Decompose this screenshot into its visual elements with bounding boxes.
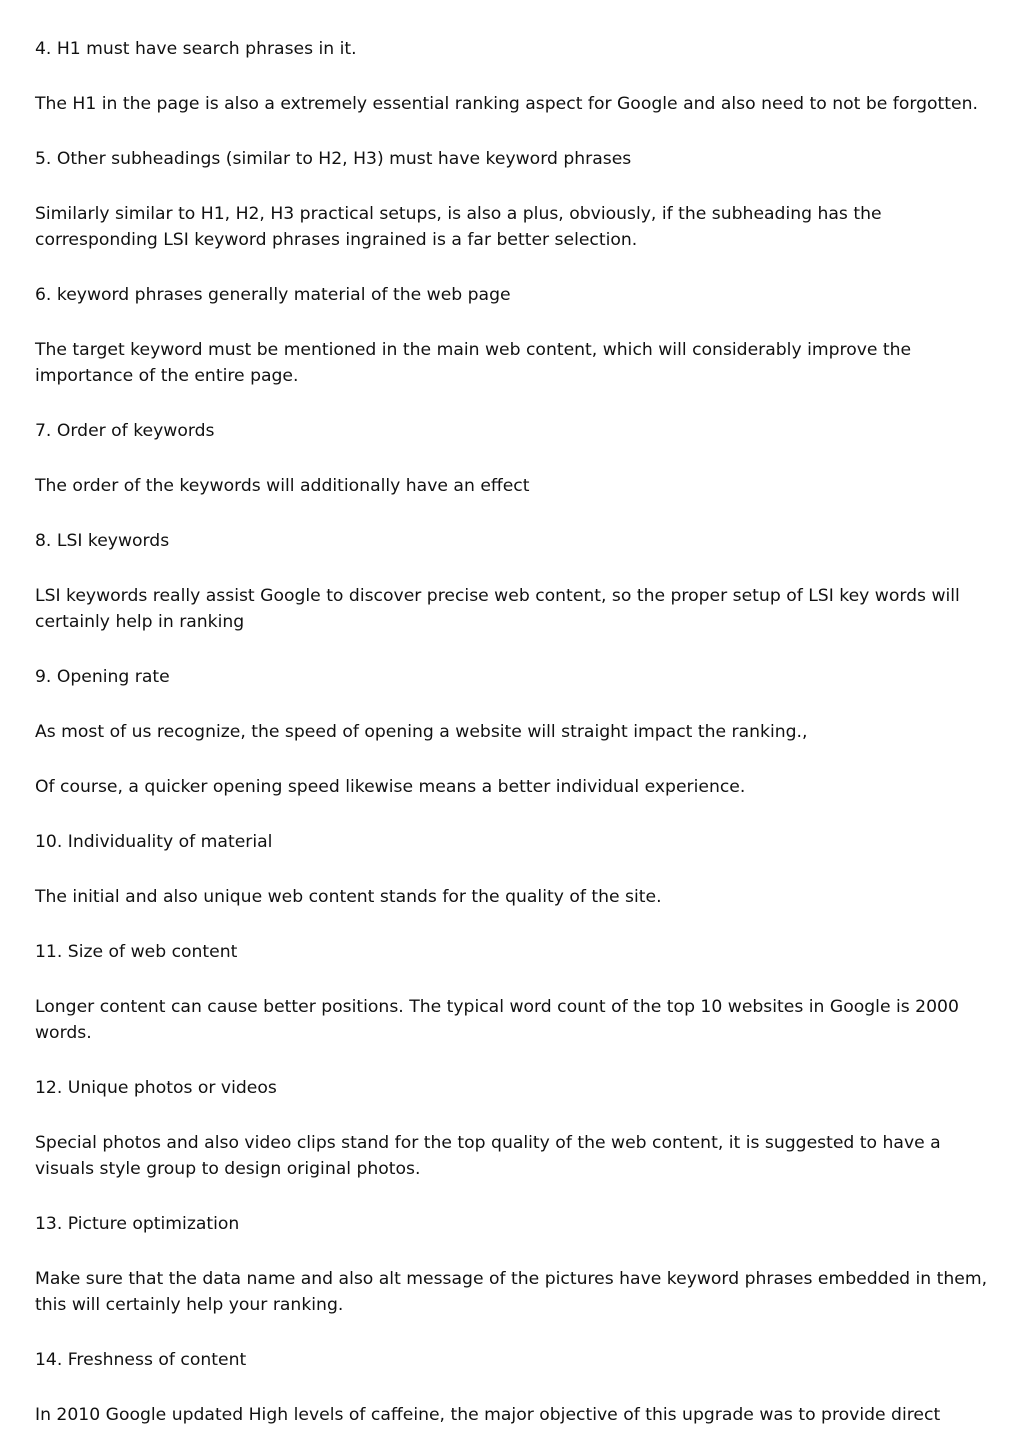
paragraph-heading: 4. H1 must have search phrases in it. (35, 39, 357, 59)
paragraph-heading: 10. Individuality of material (35, 832, 273, 852)
paragraph-heading: 13. Picture optimization (35, 1214, 240, 1234)
paragraph-heading: 5. Other subheadings (similar to H2, H3) must have keyword phrases (35, 149, 632, 169)
paragraph: Similarly similar to H1, H2, H3 practical setups, is also a plus, obviously, if the subheading has the corresponding LSI keyword phrases ingrained is a far better selection. (35, 204, 882, 250)
paragraph-heading: 6. keyword phrases generally material of the web page (35, 285, 511, 305)
paragraph-heading: 7. Order of keywords (35, 421, 215, 441)
paragraph: In 2010 Google updated High levels of caffeine, the major objective of this upgrade was to provide direct (35, 1405, 941, 1425)
paragraph: The order of the keywords will additionally have an effect (35, 476, 530, 496)
paragraph: As most of us recognize, the speed of opening a website will straight impact the ranking., (35, 722, 808, 742)
paragraph: The target keyword must be mentioned in the main web content, which will considerably improve the importance of the entire page. (35, 340, 912, 386)
paragraph: Longer content can cause better positions. The typical word count of the top 10 websites in Google is 2000 words. (35, 997, 959, 1043)
paragraph-heading: 11. Size of web content (35, 942, 238, 962)
paragraph: LSI keywords really assist Google to discover precise web content, so the proper setup of LSI key words will certainly help in ranking (35, 586, 960, 632)
paragraph: The initial and also unique web content stands for the quality of the site. (35, 887, 662, 907)
paragraph: Special photos and also video clips stand for the top quality of the web content, it is suggested to have a visuals style group to design original photos. (35, 1133, 941, 1179)
document-page (35, 36, 995, 1428)
paragraph-heading: 9. Opening rate (35, 667, 170, 687)
paragraph: The H1 in the page is also a extremely essential ranking aspect for Google and also need to not be forgotten. (35, 94, 978, 114)
paragraph-heading: 8. LSI keywords (35, 531, 170, 551)
paragraph-heading: 12. Unique photos or videos (35, 1078, 277, 1098)
paragraph: Make sure that the data name and also alt message of the pictures have keyword phrases embedded in them, this will certainly help your ranking. (35, 1269, 988, 1315)
paragraph-heading: 14. Freshness of content (35, 1350, 247, 1370)
paragraph: Of course, a quicker opening speed likewise means a better individual experience. (35, 777, 746, 797)
